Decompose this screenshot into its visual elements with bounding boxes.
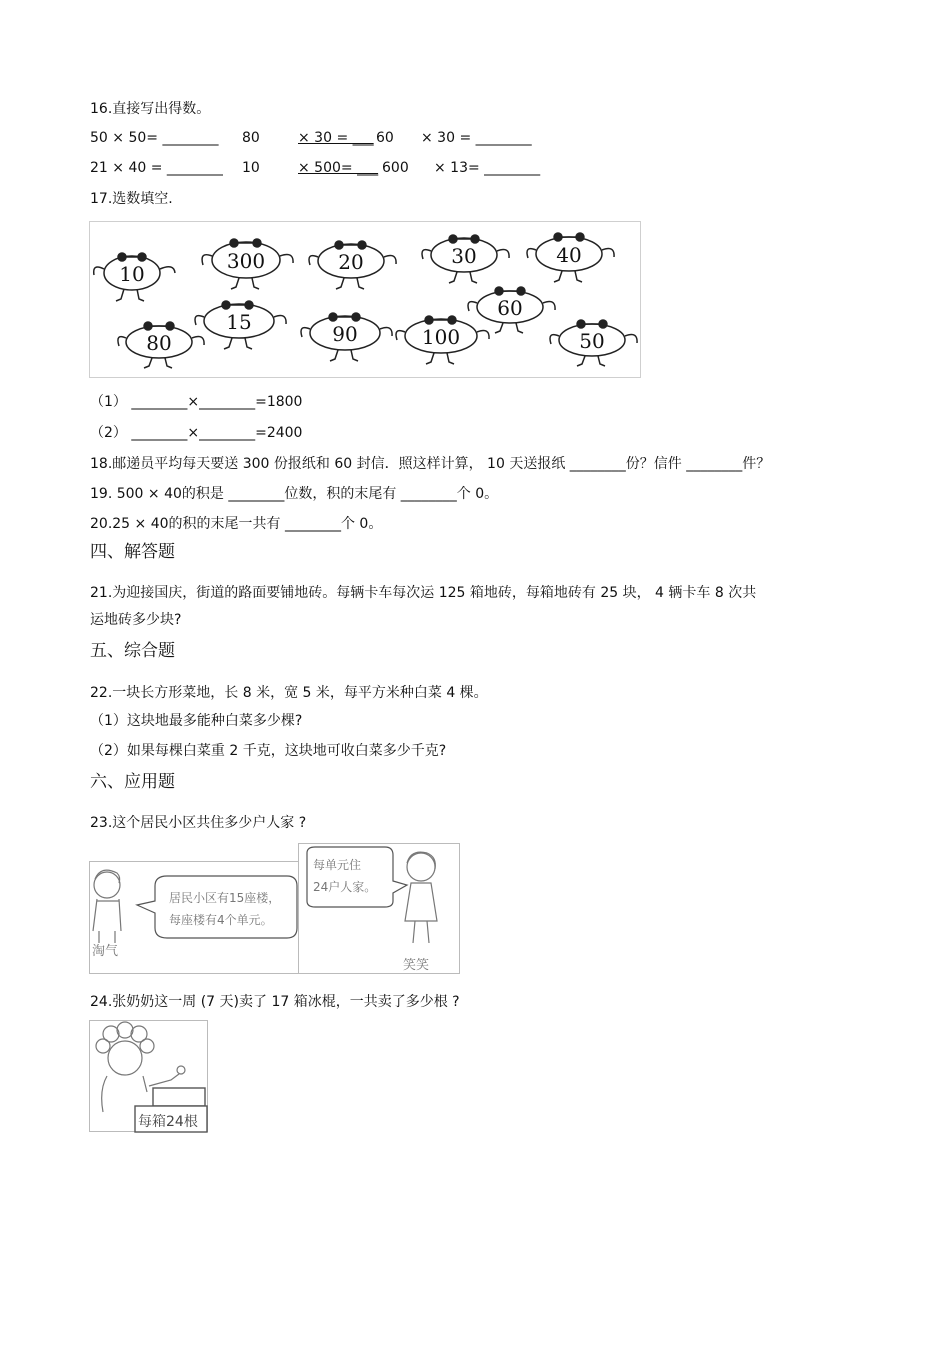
q16-r2-item2: 10 — [242, 160, 260, 176]
girl-character — [405, 852, 437, 943]
q16-r1-item4: 60 — [376, 130, 394, 146]
residents-figure — [89, 843, 461, 975]
q16-r1-item5: × 30 = ________ — [421, 130, 532, 146]
q20-text: 20.25 × 40的积的末尾一共有 ________个 0。 — [90, 516, 383, 532]
bug-label-100: 100 — [421, 325, 461, 349]
grandma-figure — [89, 1020, 209, 1133]
q18-text: 18.邮递员平均每天要送 300 份报纸和 60 封信．照这样计算， 10 天送报纸 ________份？信件 ________件？ — [90, 456, 771, 472]
section-5-heading: 五、综合题 — [90, 641, 175, 661]
bug-label-30: 30 — [451, 244, 477, 268]
bubble2-line1: 每单元住 — [313, 858, 362, 872]
q16-r2-item3: × 500= ___ — [298, 160, 379, 176]
number-bugs-figure — [89, 221, 642, 379]
girl-name: 笑笑 — [403, 958, 430, 973]
q16-r2-item4: 600 — [382, 160, 409, 176]
bubble1-line1: 居民小区有15座楼， — [169, 891, 281, 905]
speech-bubble-2 — [307, 847, 407, 907]
q22-title: 22.一块长方形菜地，长 8 米，宽 5 米，每平方米种白菜 4 棵。 — [90, 685, 488, 701]
q16-r1-item3: × 30 = ___ — [298, 130, 374, 146]
bug-label-300: 300 — [226, 249, 266, 273]
boy-character — [93, 870, 121, 943]
number-bugs-svg — [89, 221, 642, 379]
section-6-heading: 六、应用题 — [90, 772, 175, 792]
q21-line1: 21.为迎接国庆，街道的路面要铺地砖。每辆卡车每次运 125 箱地砖，每箱地砖有 25 块， 4 辆卡车 8 次共 — [90, 585, 757, 601]
boy-name: 淘气 — [92, 944, 119, 959]
q17-part2: （2） ________×________=2400 — [90, 425, 303, 441]
q22-part2: （2）如果每棵白菜重 2 千克，这块地可收白菜多少千克? — [90, 743, 447, 759]
q21-line2: 运地砖多少块? — [90, 612, 182, 628]
bug-label-15: 15 — [226, 310, 252, 334]
q22-part1: （1）这块地最多能种白菜多少棵? — [90, 713, 303, 729]
residents-svg — [89, 843, 461, 975]
bug-label-40: 40 — [556, 243, 582, 267]
grandma-svg — [89, 1020, 209, 1133]
q16-r2-item5: × 13= ________ — [434, 160, 541, 176]
bug-label-80: 80 — [146, 331, 172, 355]
q16-r1-item1: 50 × 50= ________ — [90, 130, 219, 146]
q17-title: 17.选数填空. — [90, 191, 173, 207]
bug-label-90: 90 — [332, 322, 358, 346]
bug-label-50: 50 — [579, 329, 605, 353]
speech-bubble-1 — [137, 876, 297, 938]
q17-part1: （1） ________×________=1800 — [90, 394, 303, 410]
q24-title: 24.张奶奶这一周 (7 天)卖了 17 箱冰棍，一共卖了多少根 ? — [90, 994, 460, 1010]
q16-title: 16.直接写出得数。 — [90, 101, 211, 117]
bug-label-10: 10 — [119, 262, 145, 286]
q16-r1-item2: 80 — [242, 130, 260, 146]
box-label: 每箱24根 — [138, 1114, 198, 1130]
section-4-heading: 四、解答题 — [90, 542, 175, 562]
bubble1-line2: 每座楼有4个单元。 — [169, 913, 273, 927]
q16-r2-item1: 21 × 40 = ________ — [90, 160, 223, 176]
q23-title: 23.这个居民小区共住多少户人家 ? — [90, 815, 307, 831]
q19-text: 19. 500 × 40的积是 ________位数，积的末尾有 ________个 0。 — [90, 486, 499, 502]
bug-label-20: 20 — [338, 250, 364, 274]
bug-label-60: 60 — [497, 296, 523, 320]
bubble2-line2: 24户人家。 — [313, 880, 377, 894]
